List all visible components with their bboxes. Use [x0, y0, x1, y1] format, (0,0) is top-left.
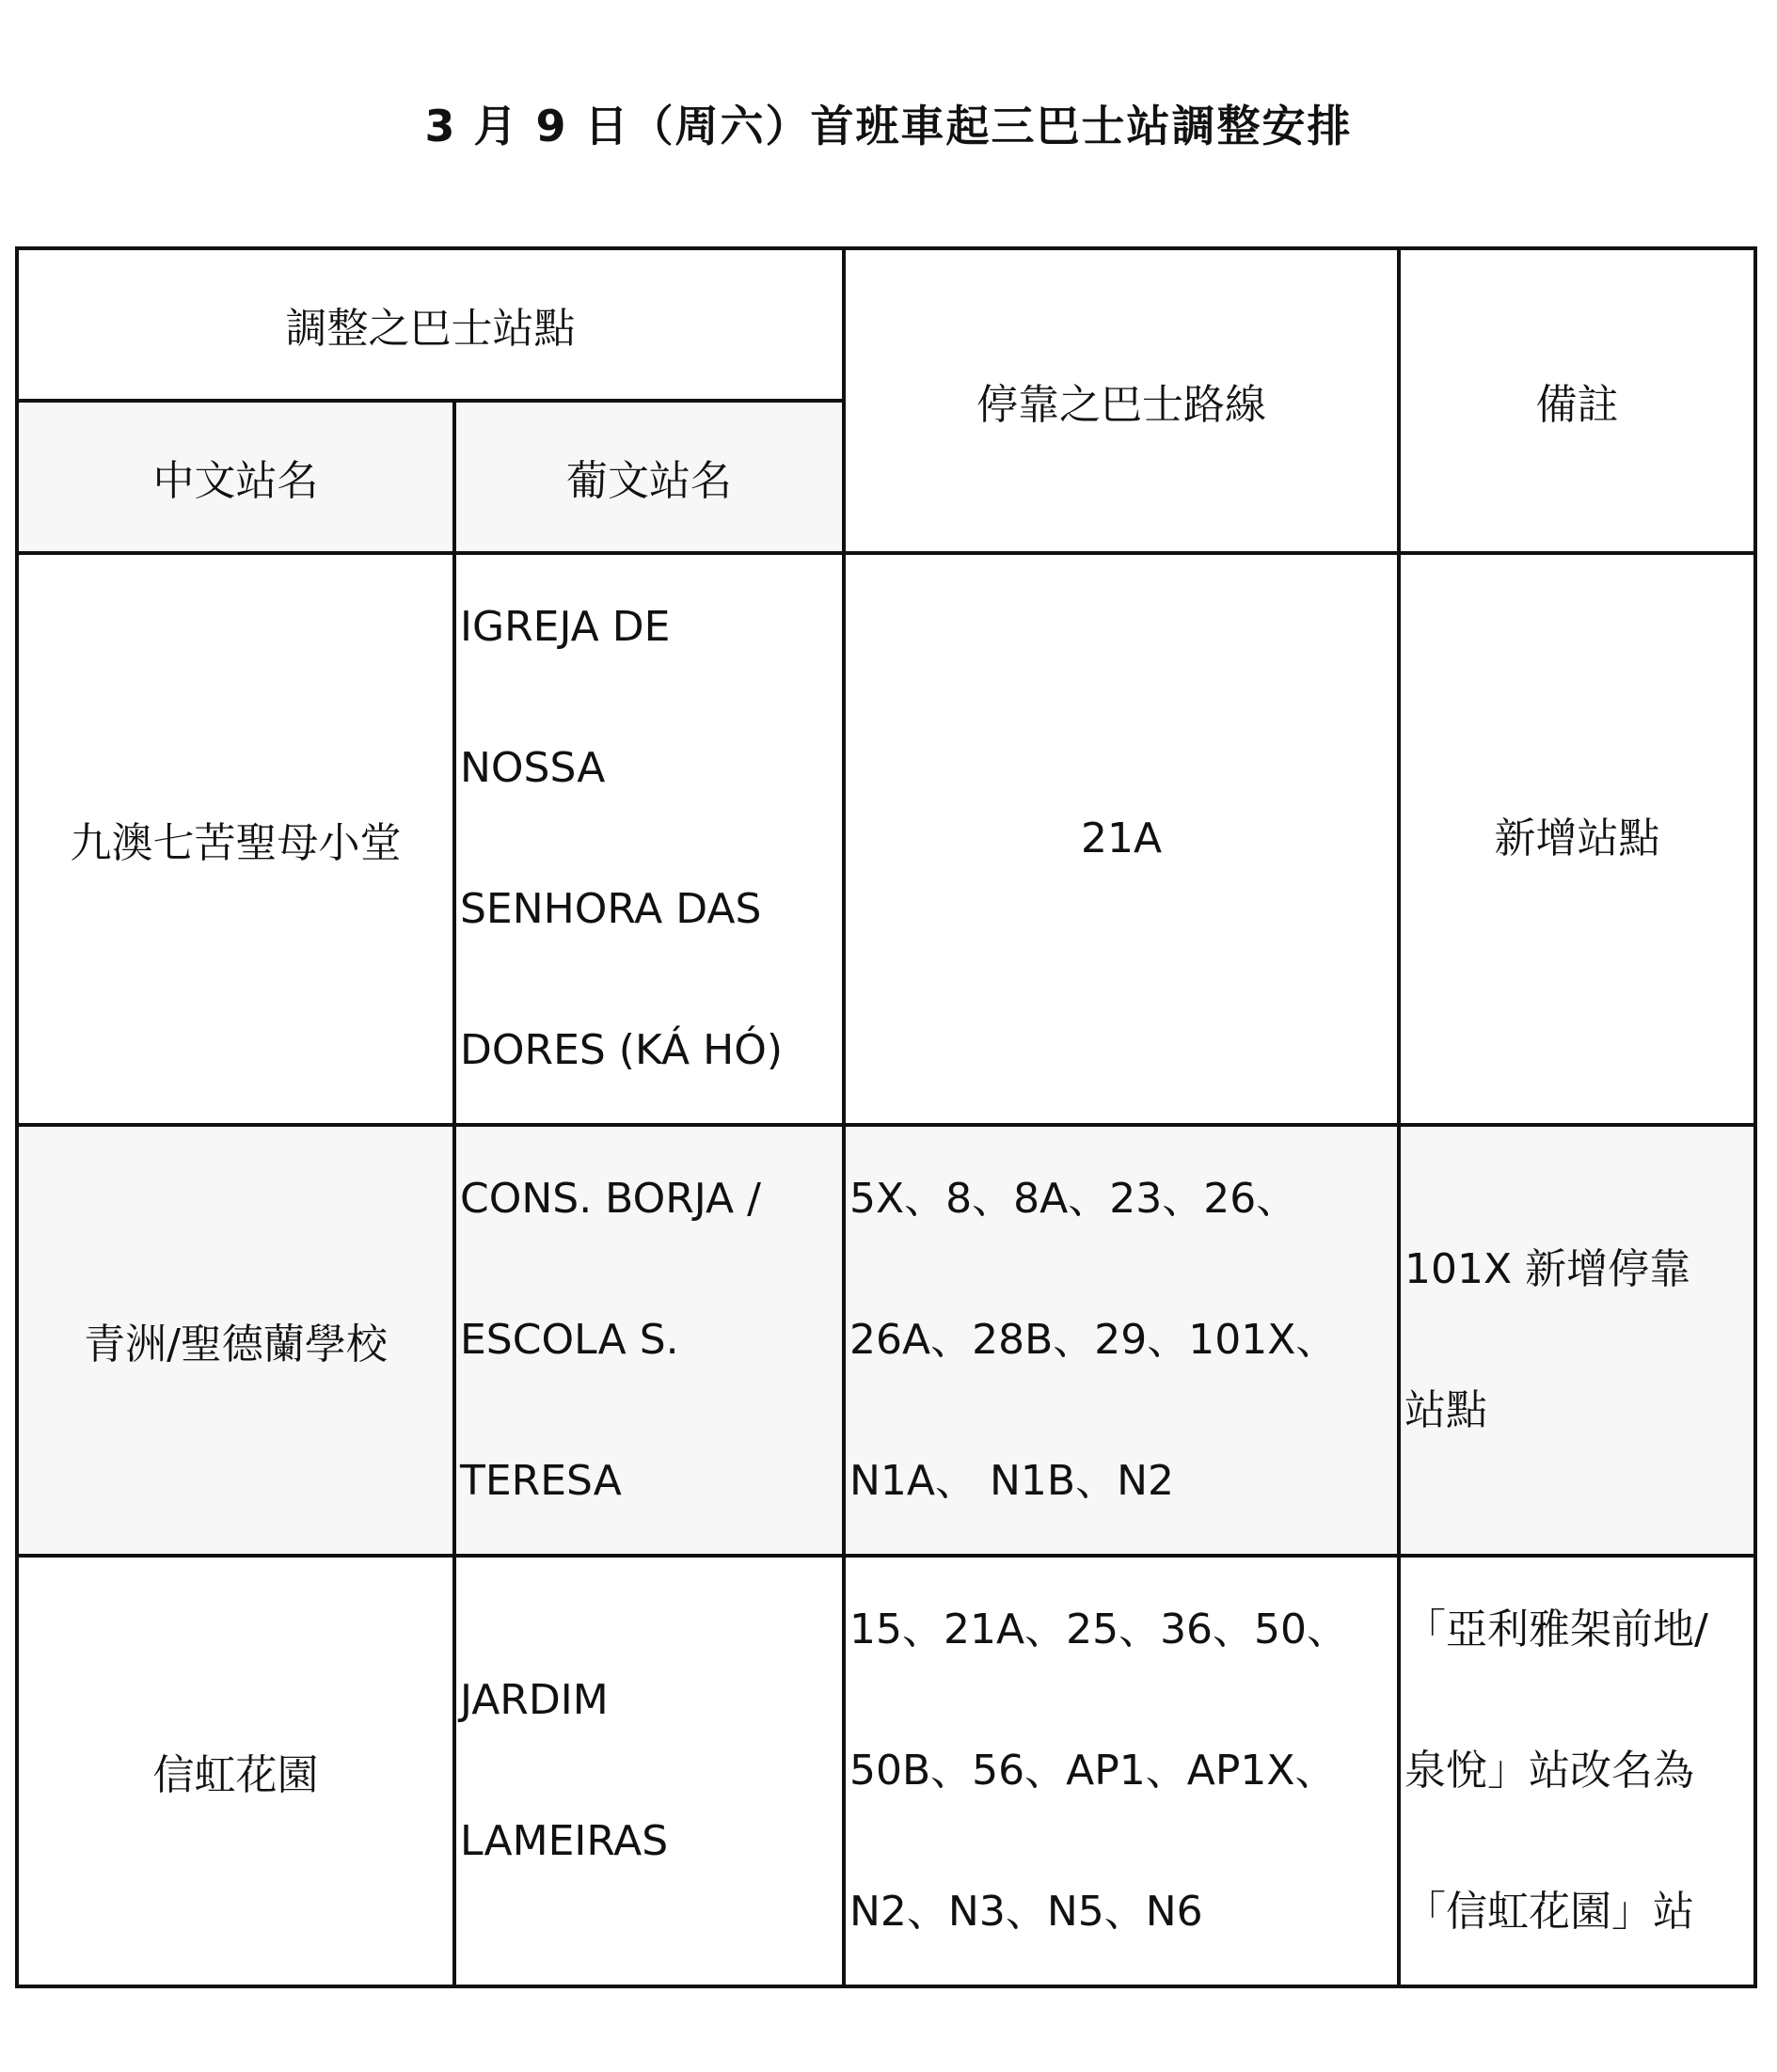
text-line: ESCOLA S. — [460, 1316, 679, 1364]
text-line: 26A、28B、29、101X、 — [849, 1316, 1338, 1364]
text-line: 15、21A、25、36、50、 — [849, 1605, 1349, 1653]
text-line: 「亞利雅架前地/ — [1404, 1605, 1708, 1653]
cell-routes — [844, 1125, 1399, 1556]
text-line: 50B、56、AP1、AP1X、 — [849, 1747, 1337, 1795]
cell-routes — [844, 1556, 1399, 1986]
table-row — [17, 1125, 1755, 1556]
text-line: 101X 新增停靠 — [1404, 1245, 1691, 1293]
header-portuguese-name: 葡文站名 — [454, 401, 844, 553]
cell-portuguese-name — [454, 1125, 844, 1556]
cell-chinese-name: 青洲/聖德蘭學校 — [17, 1125, 454, 1556]
text-line: 站點 — [1404, 1386, 1487, 1434]
cell-remarks — [1399, 1556, 1755, 1986]
cell-remarks — [1399, 1125, 1755, 1556]
text-line: 「信虹花園」站 — [1404, 1888, 1694, 1936]
text-line: CONS. BORJA / — [460, 1175, 761, 1223]
cell-chinese-name: 九澳七苦聖母小堂 — [17, 553, 454, 1125]
text-line: JARDIM — [460, 1676, 609, 1724]
document-title: 3 月 9 日（周六）首班車起三巴士站調整安排 — [424, 101, 1353, 151]
text-line: 新增站點 — [1494, 815, 1660, 862]
cell-routes — [844, 553, 1399, 1125]
text-line: LAMEIRAS — [460, 1817, 669, 1865]
text-line: IGREJA DE — [460, 603, 671, 651]
text-line: NOSSA — [460, 744, 606, 792]
header-remarks: 備註 — [1399, 248, 1755, 553]
text-line: N2、N3、N5、N6 — [849, 1888, 1203, 1936]
text-line: N1A、 N1B、N2 — [849, 1457, 1174, 1505]
text-line: 21A — [1080, 815, 1163, 862]
table-row — [17, 1556, 1755, 1986]
text-line: TERESA — [460, 1457, 622, 1505]
bus-stop-adjustment-table — [15, 246, 1757, 1988]
text-line: 5X、8、8A、23、26、 — [849, 1175, 1298, 1223]
cell-remarks — [1399, 553, 1755, 1125]
text-line: DORES (KÁ HÓ) — [460, 1026, 784, 1074]
cell-portuguese-name — [454, 553, 844, 1125]
table-row — [17, 553, 1755, 1125]
cell-chinese-name: 信虹花園 — [17, 1556, 454, 1986]
header-adjusted-stops: 調整之巴士站點 — [17, 248, 844, 401]
text-line: SENHORA DAS — [460, 885, 762, 933]
header-chinese-name: 中文站名 — [17, 401, 454, 553]
text-line: 泉悅」站改名為 — [1404, 1747, 1694, 1795]
header-routes: 停靠之巴士路線 — [844, 248, 1399, 553]
cell-portuguese-name — [454, 1556, 844, 1986]
